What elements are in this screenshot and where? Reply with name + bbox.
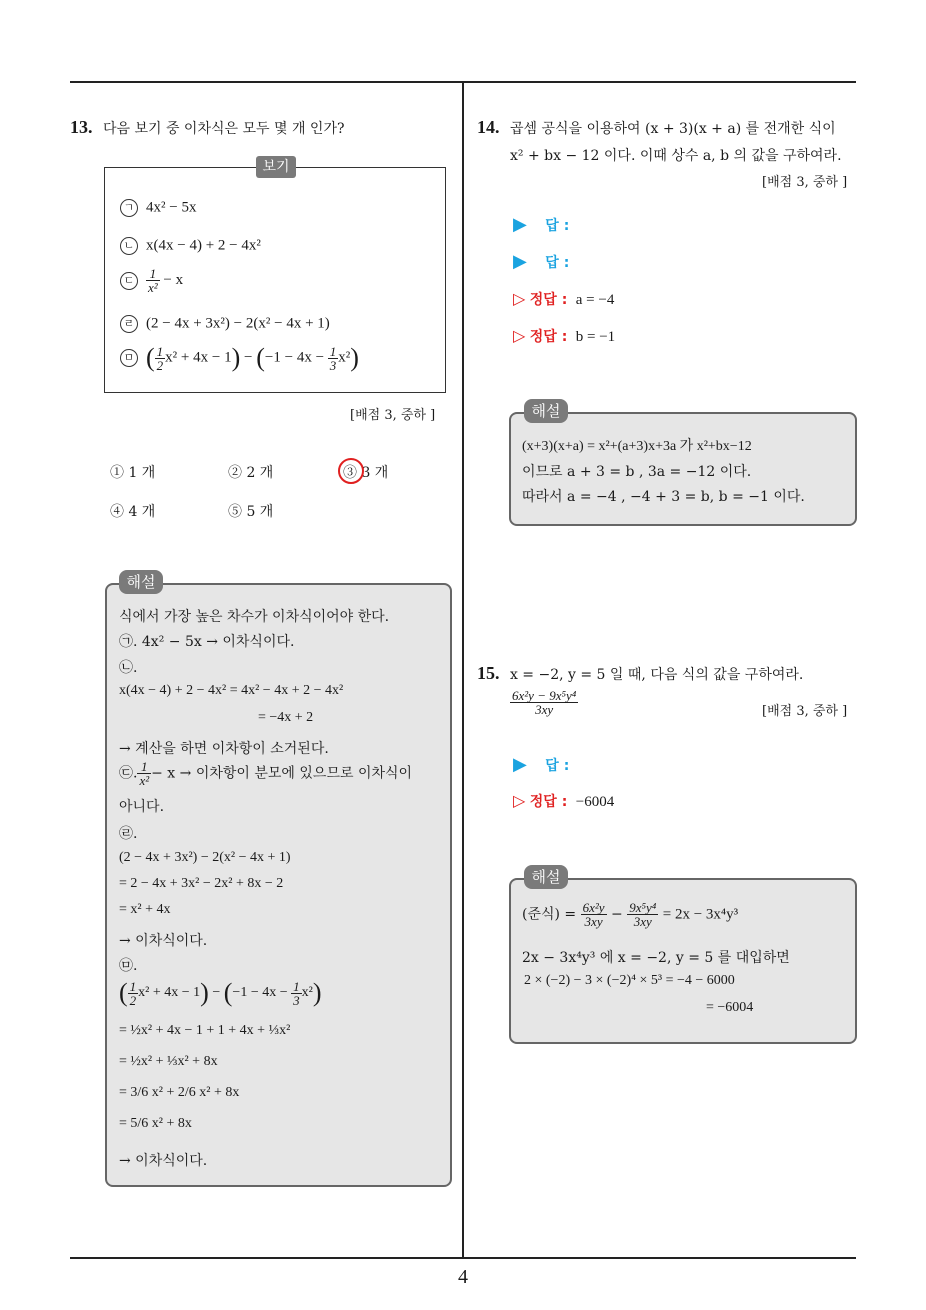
triangle-outline-icon: ▷ (513, 791, 526, 810)
choice-label: 5 개 (246, 504, 274, 520)
q14-number: 14. (477, 117, 500, 137)
choice-num: ⑤ (228, 504, 242, 520)
q15-answer[interactable] (513, 754, 569, 775)
sol-line: ㉠. 4x² − 5x → 이차식이다. (119, 634, 295, 650)
answer-label: 답 : (545, 218, 570, 234)
item-mark: ㄷ (120, 272, 138, 290)
choice-num: ① (110, 465, 124, 481)
play-icon: ▶ (513, 754, 527, 775)
q14-answer-1[interactable] (513, 214, 569, 235)
q13-score: [배점 3, 중하 ] (350, 408, 436, 423)
sol-line: = −4x + 2 (258, 710, 314, 725)
bogi-item-5: ㅁ ( $\frac{1}{2}$ x² + 4x − 1) − (−1 − 4x − $\frac{1}{3}$ x²) (120, 343, 359, 373)
choice-num: ② (228, 465, 242, 481)
sol-line: → 이차식이다. (119, 933, 208, 949)
answer-label: 답 : (545, 758, 570, 774)
correct-label: 정답 : (529, 794, 568, 810)
page-number: 4 (458, 1266, 468, 1288)
bogi-label: 보기 (256, 156, 296, 178)
q13-solution-tag: 해설 (119, 570, 163, 594)
play-icon: ▶ (513, 214, 527, 235)
correct-value: b = −1 (575, 329, 616, 345)
sol-line: (준식) = $\frac{\text{6x²y}}{3xy}$ − $\frac{\text{9x⁵y⁴}}{3xy}$ = 2x − 3x⁴y³ (522, 900, 739, 929)
correct-label: 정답 : (529, 329, 568, 345)
sol-line: = ½x² + ⅓x² + 8x (119, 1054, 218, 1069)
q13-header (70, 117, 344, 138)
choice-2[interactable] (228, 462, 273, 482)
correct-value: −6004 (575, 794, 615, 810)
choice-label: 3 개 (361, 465, 389, 481)
sol-line: = 5/6 x² + 8x (119, 1116, 192, 1131)
choice-5[interactable] (228, 501, 273, 521)
sol-line: (2 − 4x + 3x²) − 2(x² − 4x + 1) (119, 850, 291, 865)
sol-line: ( $\frac{1}{2}$ x² + 4x − 1) − (−1 − 4x − $\frac{1}{3}$ x²) (119, 978, 322, 1008)
item-expr: − x (159, 271, 184, 288)
q14-correct-2 (513, 326, 615, 346)
choice-1[interactable] (110, 462, 155, 482)
choice-label: 4 개 (128, 504, 156, 520)
sol-line: ㉣. (119, 826, 138, 842)
bogi-item-4 (120, 315, 330, 333)
sol-line: ㉢. $\frac{1}{\text{x²}}$ − x → 이차항이 분모에 있으므로 이차식이 (119, 759, 413, 788)
q14-line2: x² + bx − 12 이다. 이때 상수 a, b 의 값을 구하여라. (510, 148, 842, 164)
q13-number: 13. (70, 117, 93, 137)
item-mark: ㄱ (120, 199, 138, 217)
triangle-outline-icon: ▷ (513, 289, 526, 308)
item-expr: (2 − 4x + 3x²) − 2(x² − 4x + 1) (146, 315, 330, 332)
q15-line1: x = −2, y = 5 일 때, 다음 식의 값을 구하여라. (509, 667, 804, 683)
sol-line: ㉤. (119, 958, 138, 974)
item-mark: ㅁ (120, 349, 138, 367)
q14-header (477, 117, 836, 138)
sol-line: 따라서 a = −4 , −4 + 3 = b, b = −1 이다. (522, 489, 805, 505)
q14-correct-1 (513, 289, 614, 309)
sol-line: → 계산을 하면 이차항이 소거된다. (119, 741, 329, 757)
bogi-item-2 (120, 237, 261, 255)
sol-line: = 2 − 4x + 3x² − 2x² + 8x − 2 (119, 876, 284, 891)
item-expr: 4x² − 5x (146, 199, 197, 216)
sol-line: ㉡. (119, 660, 138, 676)
choice-num: ③ (343, 465, 357, 481)
correct-label: 정답 : (529, 292, 568, 308)
q15-header (477, 663, 803, 684)
column-divider (462, 82, 464, 1258)
q15-correct (513, 791, 614, 811)
sol-line: 2x − 3x⁴y³ 에 x = −2, y = 5 를 대입하면 (522, 950, 790, 966)
q13-question: 다음 보기 중 이차식은 모두 몇 개 인가? (102, 121, 345, 137)
choice-label: 2 개 (246, 465, 274, 481)
play-icon: ▶ (513, 251, 527, 272)
sol-line: 식에서 가장 높은 차수가 이차식이어야 한다. (119, 609, 390, 625)
answer-circle-mark (338, 458, 364, 484)
q15-number: 15. (477, 663, 500, 683)
triangle-outline-icon: ▷ (513, 326, 526, 345)
sol-line: = 3/6 x² + 2/6 x² + 8x (119, 1085, 240, 1100)
sol-line: = −6004 (706, 1000, 754, 1015)
choice-label: 1 개 (128, 465, 156, 481)
q14-score: [배점 3, 중하 ] (762, 175, 848, 190)
q14-solution-tag: 해설 (524, 399, 568, 423)
sol-line: = ½x² + 4x − 1 + 1 + 4x + ⅓x² (119, 1023, 291, 1038)
q14-line1: 곱셈 공식을 이용하여 (x + 3)(x + a) 를 전개한 식이 (509, 121, 836, 137)
bottom-rule (70, 1257, 856, 1259)
sol-line: (x+3)(x+a) = x²+(a+3)x+3a 가 x²+bx−12 (522, 439, 752, 454)
sol-line: → 이차식이다. (119, 1153, 208, 1169)
sol-line: 2 × (−2) − 3 × (−2)⁴ × 5³ = −4 − 6000 (524, 973, 735, 988)
sol-line: 아니다. (119, 799, 165, 815)
sol-line: x(4x − 4) + 2 − 4x² = 4x² − 4x + 2 − 4x² (119, 683, 344, 698)
correct-value: a = −4 (575, 292, 615, 308)
q15-score: [배점 3, 중하 ] (762, 704, 848, 719)
choice-num: ④ (110, 504, 124, 520)
bogi-item-3 (120, 267, 183, 294)
sol-line: = x² + 4x (119, 902, 171, 917)
sol-line: 이므로 a + 3 = b , 3a = −12 이다. (522, 464, 752, 480)
q14-answer-2[interactable] (513, 251, 569, 272)
item-expr: x(4x − 4) + 2 − 4x² (146, 237, 261, 254)
item-mark: ㄹ (120, 315, 138, 333)
choice-4[interactable] (110, 501, 155, 521)
bogi-item-1 (120, 199, 196, 217)
item-frac: $\frac{1}{\text{x²}}$ (148, 266, 158, 295)
answer-label: 답 : (545, 255, 570, 271)
q15-expression: $\frac{\text{6x²y − 9x⁵y⁴}}{3xy}$ (512, 688, 577, 717)
item-mark: ㄴ (120, 237, 138, 255)
q15-solution-tag: 해설 (524, 865, 568, 889)
